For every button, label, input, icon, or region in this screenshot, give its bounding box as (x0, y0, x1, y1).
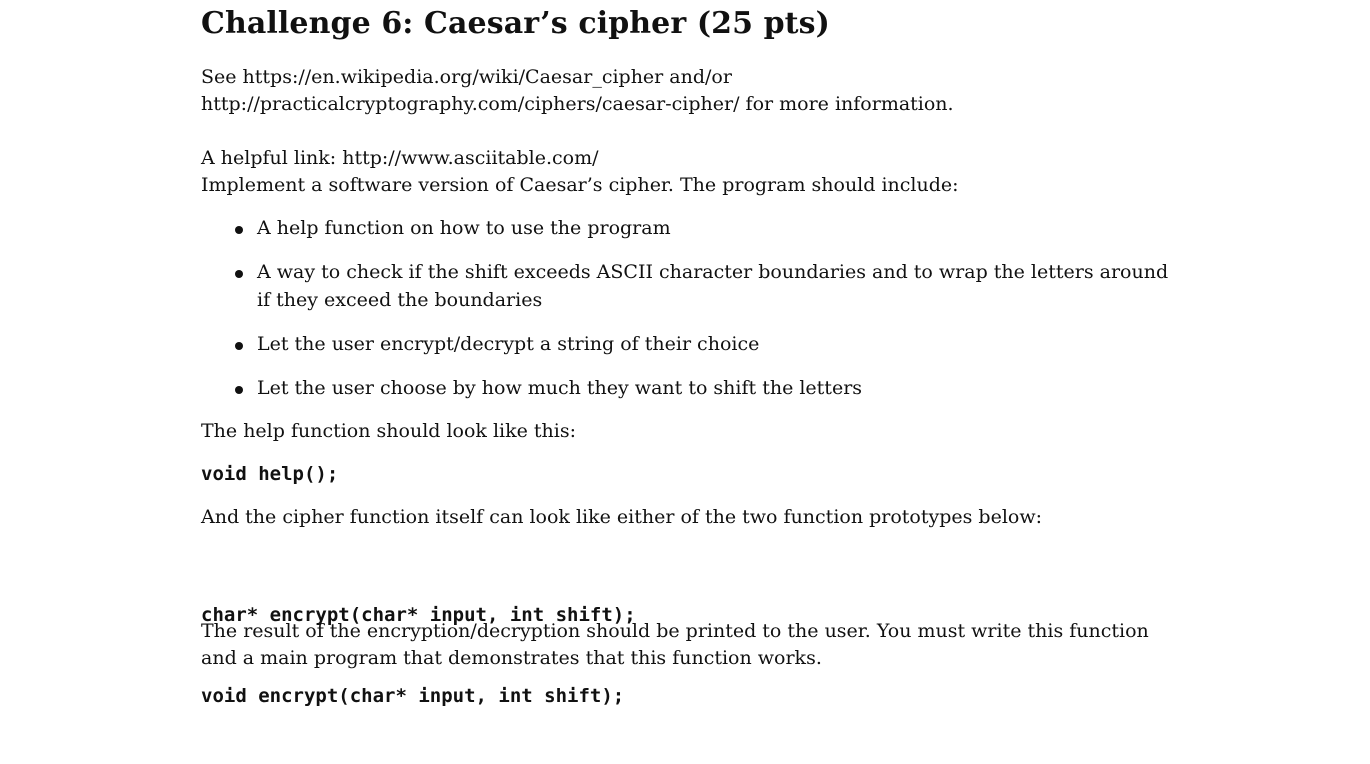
bullet-icon (235, 342, 243, 350)
intro-paragraph (201, 64, 954, 118)
list-item-text: A way to check if the shift exceeds ASCII character boundaries and to wrap the letters around if they exceed the boundaries (257, 261, 1169, 311)
intro-line-2: http://practicalcryptography.com/ciphers/caesar-cipher/ for more information. (201, 93, 954, 115)
list-item-text: Let the user choose by how much they want to shift the letters (257, 377, 863, 399)
helpful-link-text: A helpful link: http://www.asciitable.com/ (201, 147, 599, 169)
requirements-list (201, 214, 1177, 418)
intro-line-1: See https://en.wikipedia.org/wiki/Caesar_cipher and/or (201, 66, 732, 88)
list-item-text: A help function on how to use the program (257, 217, 671, 239)
code-line-2: void encrypt(char* input, int shift); (201, 685, 625, 707)
cipher-intro: And the cipher function itself can look like either of the two function prototypes below: (201, 506, 1043, 528)
list-item (201, 258, 1177, 314)
list-item (201, 214, 1177, 242)
help-code-block: void help(); (201, 463, 339, 485)
bullet-icon (235, 270, 243, 278)
result-paragraph (201, 618, 1149, 672)
result-line-2: and a main program that demonstrates that this function works. (201, 647, 822, 669)
help-intro: The help function should look like this: (201, 420, 577, 442)
implement-text: Implement a software version of Caesar’s cipher. The program should include: (201, 174, 959, 196)
code-line-1: char* encrypt(char* input, int shift); (201, 604, 636, 626)
helpful-paragraph (201, 145, 959, 199)
list-item (201, 374, 1177, 402)
bullet-icon (235, 386, 243, 394)
list-item-text: Let the user encrypt/decrypt a string of their choice (257, 333, 760, 355)
list-item (201, 330, 1177, 358)
result-line-1: The result of the encryption/decryption should be printed to the user. You must write this function (201, 620, 1149, 642)
bullet-icon (235, 226, 243, 234)
page-title: Challenge 6: Caesar’s cipher (25 pts) (201, 6, 830, 41)
